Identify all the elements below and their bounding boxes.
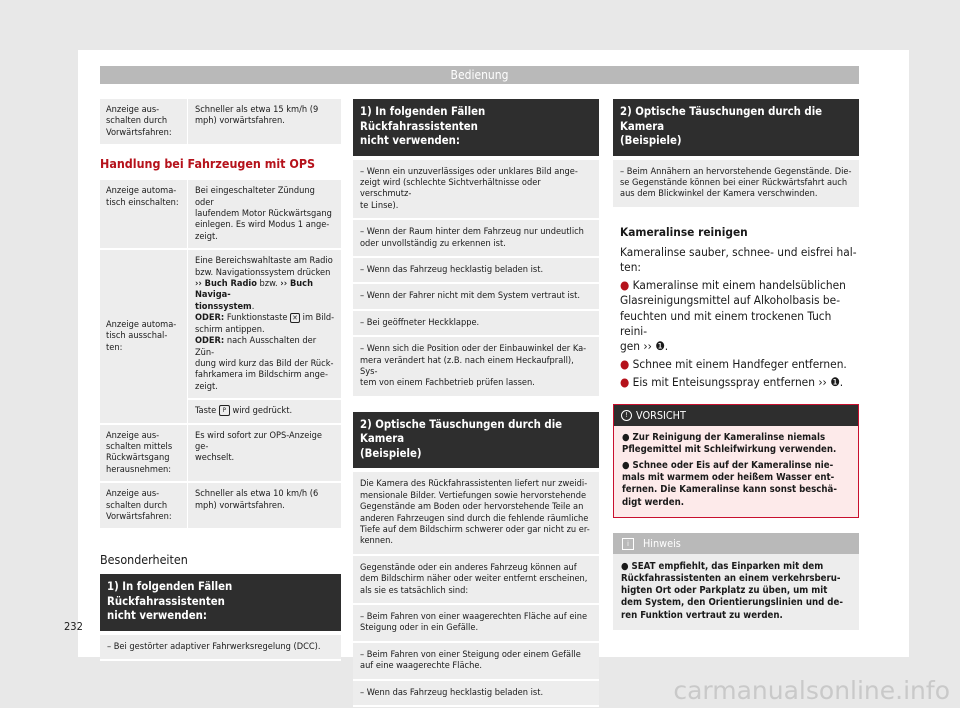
table-row bbox=[100, 180, 341, 250]
list-item: – Wenn das Fahrzeug hecklastig beladen ist. bbox=[353, 258, 599, 284]
list-item: – Beim Fahren von einer waagerechten Fläche auf eine Steigung oder in ein Gefälle. bbox=[353, 605, 599, 643]
list-item: – Bei gestörter adaptiver Fahrwerksregelung (DCC). bbox=[100, 635, 341, 661]
info-icon: i bbox=[622, 538, 634, 550]
caution-item bbox=[622, 460, 850, 509]
ops-section-title: Handlung bei Fahrzeugen mit OPS bbox=[100, 156, 316, 172]
section-text: Kameralinse sauber, schnee- und eisfrei hal- ten: bbox=[620, 244, 857, 274]
bullet-icon: ● bbox=[622, 459, 633, 471]
caution-item bbox=[622, 432, 850, 456]
table-row bbox=[100, 250, 341, 424]
list-item: – Wenn sich die Position oder der Einbauwinkel der Ka- mera verändert hat (z.B. nach einem Heckaufprall), Sys- tem von einem Fachbetrieb prüfen lassen. bbox=[353, 337, 599, 398]
list-item: – Beim Annähern an hervorstehende Gegenstände. Die- se Gegenstände können bei einer Rückwärtsfahrt auch aus dem Blickwinkel der Kamera verschwinden. bbox=[613, 160, 859, 209]
row-key: Anzeige automa- tisch einschalten: bbox=[100, 180, 188, 248]
link-radio[interactable]: ›› Buch Radio bbox=[195, 278, 257, 290]
link-navigation[interactable]: ›› Buch Naviga- tionssystem bbox=[195, 278, 313, 312]
row-value bbox=[188, 250, 341, 422]
bullet-item bbox=[620, 357, 859, 372]
text: Schnee oder Eis auf der Kameralinse nie- mals mit warmem oder heißem Wasser ent- fernen. Die Kameralinse kann sonst beschä- digt werden. bbox=[622, 459, 837, 508]
column-right bbox=[613, 99, 859, 630]
text: Schnee mit einem Handfeger entfernen. bbox=[632, 357, 847, 372]
page-header: Bedienung bbox=[100, 66, 859, 84]
table-row bbox=[100, 483, 341, 530]
text: wird gedrückt. bbox=[229, 405, 293, 417]
text: Eine Bereichswahltaste am Radio bzw. Navigationssystem drücken bbox=[195, 255, 333, 278]
table-row bbox=[100, 99, 341, 146]
row-value: Schneller als etwa 15 km/h (9 mph) vorwärtsfahren. bbox=[195, 104, 319, 127]
row-key: Anzeige automa- tisch ausschal- ten: bbox=[100, 250, 188, 422]
text: Eis mit Enteisungsspray entfernen ›› bbox=[632, 375, 831, 390]
note-header bbox=[613, 533, 859, 554]
bullet-icon: ● bbox=[620, 357, 633, 372]
list-item: – Wenn der Fahrer nicht mit dem System vertraut ist. bbox=[353, 284, 599, 310]
list-item: – Bei geöffneter Heckklappe. bbox=[353, 311, 599, 337]
column-left bbox=[100, 99, 341, 661]
caution-title: VORSICHT bbox=[636, 408, 686, 422]
bullet-item: ● Eis mit Enteisungsspray entfernen ›› ❶. bbox=[620, 375, 844, 390]
caution-box bbox=[613, 404, 859, 518]
warning-ref-icon[interactable]: ❶ bbox=[655, 338, 665, 353]
list-item: – Wenn ein unzuverlässiges oder unklares Bild ange- zeigt wird (schlechte Sichtverhältnisse oder verschmutz- te Linse). bbox=[353, 160, 599, 221]
list-item: – Wenn der Raum hinter dem Fahrzeug nur undeutlich oder unvollständig zu erkennen ist. bbox=[353, 220, 599, 258]
column-middle bbox=[353, 99, 599, 707]
bullet-icon: ● bbox=[621, 560, 632, 572]
list-item: – Beim Fahren von einer Steigung oder einem Gefälle auf eine waagerechte Fläche. bbox=[353, 643, 599, 681]
caution-icon: ! bbox=[621, 410, 632, 421]
note-title: Hinweis bbox=[643, 536, 681, 550]
list-item: – Wenn das Fahrzeug hecklastig beladen ist. bbox=[353, 681, 599, 707]
row-value: Es wird sofort zur OPS-Anzeige ge- wechselt. bbox=[195, 429, 322, 464]
caution-body bbox=[614, 426, 858, 517]
text: SEAT empfiehlt, das Einparken mit dem Rückfahrassistenten an einem verkehrsberu- higten Ort oder Parkplatz zu üben, um mit dem System, den Orientierungslinien und de- ren Funktion vertraut zu werden. bbox=[621, 560, 843, 621]
bullet-icon: ● bbox=[620, 375, 633, 390]
besonderheiten-title: Besonderheiten bbox=[100, 552, 188, 568]
text: Funktionstaste bbox=[224, 312, 291, 324]
oder-label: ODER: bbox=[195, 335, 225, 347]
caution-header bbox=[614, 405, 858, 426]
note-box bbox=[613, 533, 859, 630]
row-value: Schneller als etwa 10 km/h (6 mph) vorwärtsfahren. bbox=[195, 488, 319, 511]
section-title: Kameralinse reinigen bbox=[620, 224, 748, 239]
page-number: 232 bbox=[64, 620, 83, 633]
text: Kameralinse mit einem handelsüblichen Glasreinigungsmittel auf Alkoholbasis be- feuchten und mit einem trockenen Tuch reini- gen ›› bbox=[620, 278, 846, 353]
watermark: carmanualsonline.info bbox=[673, 676, 950, 705]
box-title: 1) In folgenden Fällen Rückfahrassistenten nicht verwenden: bbox=[100, 574, 341, 631]
row-value-part bbox=[188, 250, 341, 398]
table-row bbox=[100, 425, 341, 484]
box-title: 1) In folgenden Fällen Rückfahrassistenten nicht verwenden: bbox=[353, 99, 599, 156]
oder-label: ODER: bbox=[195, 312, 225, 324]
text: Taste bbox=[195, 405, 219, 417]
list-item: Gegenstände oder ein anderes Fahrzeug können auf dem Bildschirm näher oder weiter entfernt erscheinen, als sie es tatsächlich sind: bbox=[353, 556, 599, 605]
row-key: Anzeige aus- schalten durch Vorwärtsfahren: bbox=[100, 483, 188, 528]
list-item: Die Kamera des Rückfahrassistenten liefert nur zweidi- mensionale Bilder. Vertiefungen sowie hervorstehende Gegenstände am Boden oder hervorstehende Teile an anderen Fahrzeugen sind durch die fehlende räumliche Tiefe auf dem Bildschirm schwerer oder gar nicht zu er- kennen. bbox=[353, 472, 599, 555]
row-value: Bei eingeschalteter Zündung oder laufendem Motor Rückwärtsgang einlegen. Es wird Modus 1 ange- zeigt. bbox=[195, 185, 332, 242]
text: bzw. bbox=[256, 278, 281, 290]
note-item bbox=[621, 561, 851, 622]
warning-ref-icon[interactable]: ❶ bbox=[830, 375, 840, 390]
row-key: Anzeige aus- schalten durch Vorwärtsfahren: bbox=[100, 99, 188, 144]
box-title: 2) Optische Täuschungen durch die Kamera (Beispiele) bbox=[353, 412, 599, 469]
bullet-icon: ● bbox=[620, 278, 633, 293]
row-key: Anzeige aus- schalten mittels Rückwärtsgang herausnehmen: bbox=[100, 425, 188, 482]
close-icon: ✕ bbox=[290, 313, 300, 323]
note-body bbox=[613, 554, 859, 630]
box-title: 2) Optische Täuschungen durch die Kamera (Beispiele) bbox=[613, 99, 859, 156]
bullet-item: ● Kameralinse mit einem handelsüblichen Glasreinigungsmittel auf Alkoholbasis be- feuchten und mit einem trockenen Tuch reini- gen ›› ❶. bbox=[620, 278, 846, 353]
text: . bbox=[251, 300, 255, 312]
parking-button-icon: P bbox=[219, 405, 230, 416]
text: Zur Reinigung der Kameralinse niemals Pflegemittel mit Schleifwirkung verwenden. bbox=[622, 431, 837, 455]
text: im Bild- schirm antippen. bbox=[195, 312, 335, 335]
bullet-icon: ● bbox=[622, 431, 633, 443]
text: nach Ausschalten der Zün- dung wird kurz das Bild der Rück- fahrkamera im Bildschirm ange- zeigt. bbox=[195, 335, 334, 392]
row-value-part bbox=[188, 398, 341, 422]
